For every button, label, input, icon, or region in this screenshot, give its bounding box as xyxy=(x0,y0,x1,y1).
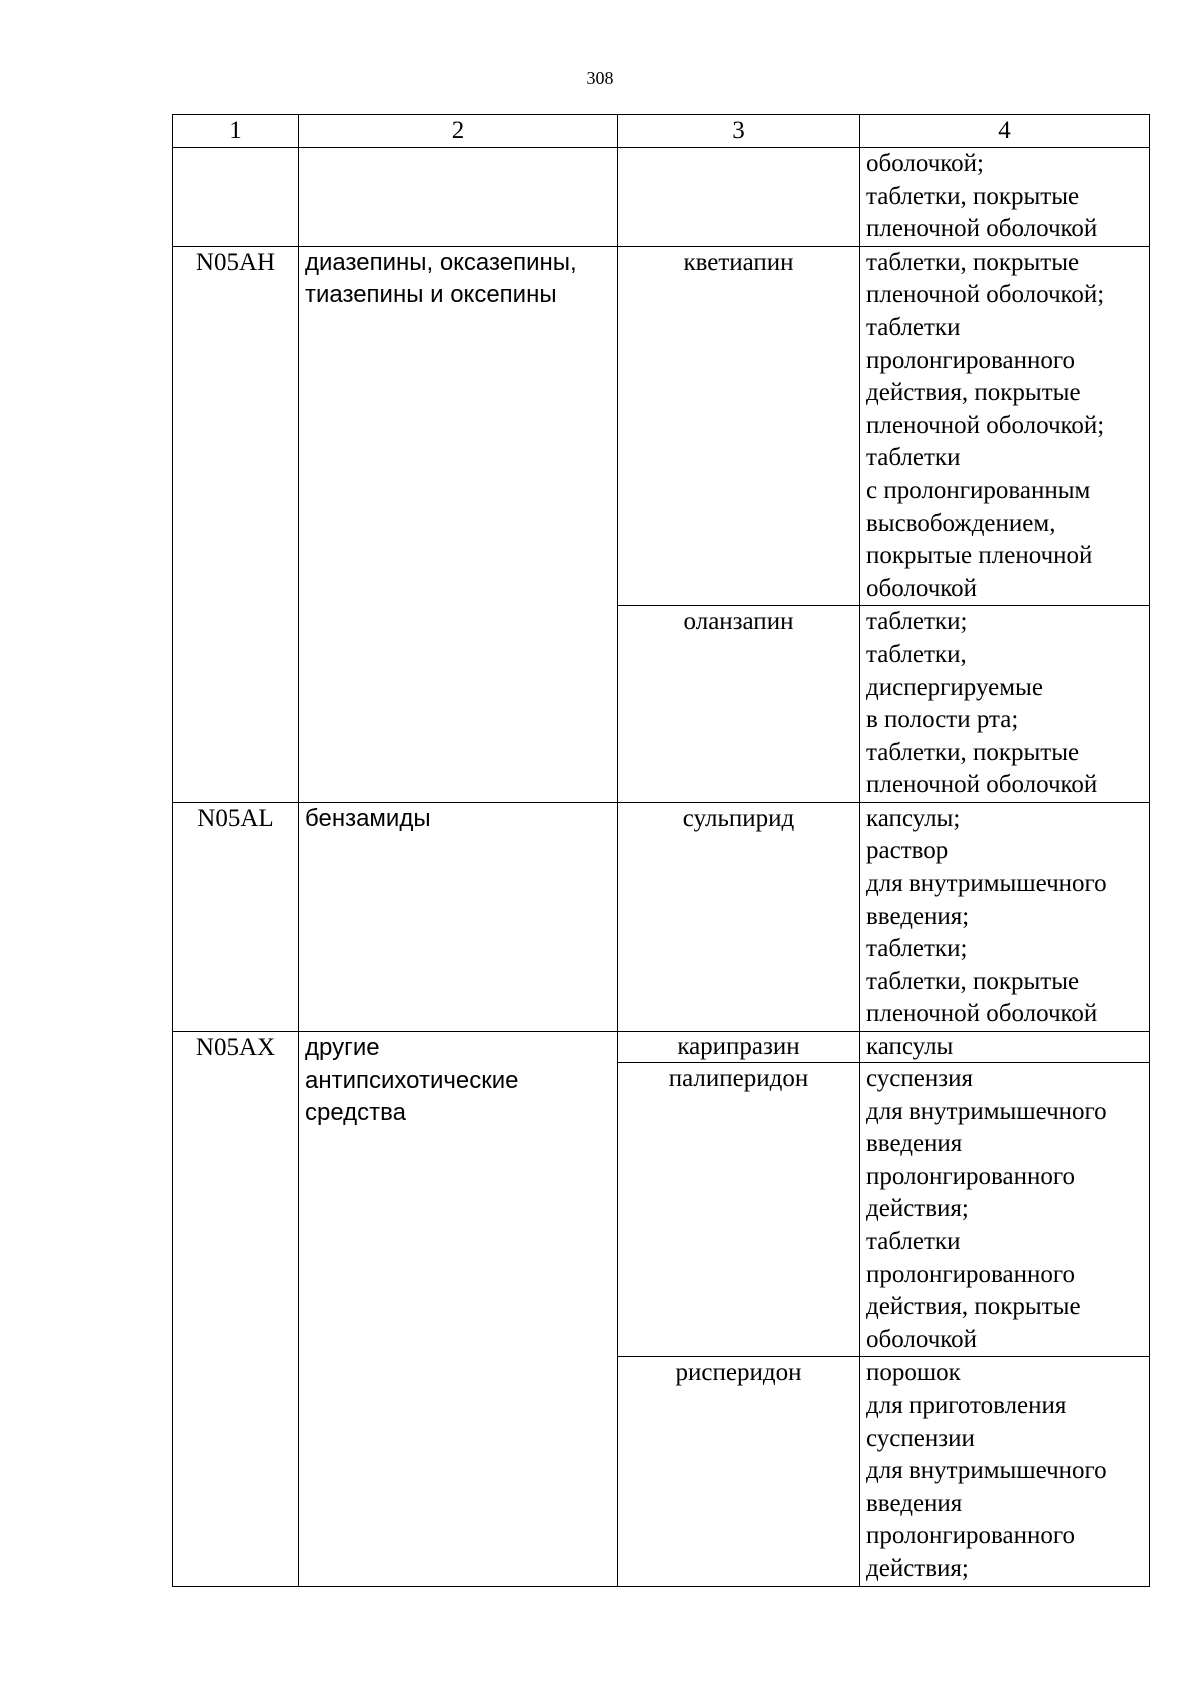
dosage-form-line: для внутримышечного xyxy=(866,870,1107,898)
group-name-line: тиазепины и оксепины xyxy=(305,281,557,309)
group-name-cell xyxy=(299,802,618,1031)
dosage-form-line: таблетки xyxy=(866,1228,961,1255)
table-row xyxy=(173,1032,1150,1063)
dosage-form-line: действия; xyxy=(866,1195,969,1223)
dosage-form-line: пролонгированного xyxy=(866,1522,1075,1550)
dosage-form-cell xyxy=(860,606,1150,803)
dosage-form-line: таблетки, покрытые xyxy=(866,248,1080,276)
page-number: 308 xyxy=(586,68,614,88)
dosage-form-line: действия; xyxy=(866,1554,969,1582)
drug-name-cell: карипразин xyxy=(618,1032,860,1063)
dosage-form-line: действия, покрытые xyxy=(866,379,1081,407)
drug-name-cell: кветиапин xyxy=(618,246,860,606)
dosage-form-line: пленочной оболочкой; xyxy=(866,411,1105,439)
dosage-form-line: оболочкой; xyxy=(866,150,984,177)
dosage-form-line: для приготовления xyxy=(866,1391,1067,1419)
dosage-form-cell xyxy=(860,148,1150,247)
dosage-form-line: суспензии xyxy=(866,1424,975,1452)
column-header: 3 xyxy=(618,115,860,148)
column-header: 2 xyxy=(299,115,618,148)
dosage-form-line: пролонгированного xyxy=(866,1162,1075,1190)
drug-name-cell xyxy=(618,148,860,247)
dosage-form-line: действия, покрытые xyxy=(866,1293,1081,1321)
dosage-form-cell xyxy=(860,1032,1150,1063)
dosage-form-cell xyxy=(860,1063,1150,1357)
dosage-form-cell xyxy=(860,1357,1150,1586)
dosage-form-line: оболочкой xyxy=(866,1325,978,1353)
dosage-form-line: введения; xyxy=(866,902,970,930)
table-row xyxy=(173,148,1150,247)
dosage-form-line: капсулы; xyxy=(866,804,961,832)
atc-code-cell: N05AX xyxy=(173,1032,299,1587)
dosage-form-line: капсулы xyxy=(866,1033,954,1061)
dosage-form-line: пленочной оболочкой xyxy=(866,771,1098,799)
table-row xyxy=(173,802,1150,1031)
group-name-line: другие xyxy=(305,1034,380,1062)
dosage-form-line: пленочной оболочкой xyxy=(866,1000,1098,1028)
group-name-line: средства xyxy=(305,1099,406,1127)
dosage-form-cell xyxy=(860,246,1150,606)
column-header: 4 xyxy=(860,115,1150,148)
dosage-form-cell xyxy=(860,802,1150,1031)
atc-code-cell: N05AL xyxy=(173,802,299,1031)
dosage-form-line: введения xyxy=(866,1130,963,1158)
dosage-form-line: таблетки, xyxy=(866,640,967,668)
group-name-line: бензамиды xyxy=(305,804,431,832)
dosage-form-line: таблетки, покрытые xyxy=(866,967,1080,995)
dosage-form-line: диспергируемые xyxy=(866,673,1043,701)
group-name-cell xyxy=(299,148,618,247)
dosage-form-line: пленочной оболочкой xyxy=(866,215,1098,243)
dosage-form-line: раствор xyxy=(866,837,949,865)
dosage-form-line: пролонгированного xyxy=(866,346,1075,374)
dosage-form-line: в полости рта; xyxy=(866,706,1019,734)
table-row xyxy=(173,246,1150,606)
dosage-form-line: суспензия xyxy=(866,1065,973,1093)
dosage-form-line: с пролонгированным xyxy=(866,476,1091,504)
dosage-form-line: таблетки; xyxy=(866,935,968,963)
dosage-form-line: таблетки; xyxy=(866,608,968,636)
group-name-line: антипсихотические xyxy=(305,1066,519,1094)
drug-name-cell: палиперидон xyxy=(618,1063,860,1357)
drug-name-cell: оланзапин xyxy=(618,606,860,803)
dosage-form-line: для внутримышечного xyxy=(866,1457,1107,1485)
dosage-form-line: оболочкой xyxy=(866,574,978,602)
dosage-form-line: покрытые пленочной xyxy=(866,542,1093,570)
dosage-form-line: пролонгированного xyxy=(866,1260,1075,1288)
dosage-form-line: таблетки xyxy=(866,313,961,341)
dosage-form-line: порошок xyxy=(866,1359,961,1387)
atc-code-cell xyxy=(173,148,299,247)
dosage-form-line: таблетки, покрытые xyxy=(866,182,1080,210)
dosage-form-line: таблетки xyxy=(866,444,961,472)
group-name-line: диазепины, оксазепины, xyxy=(305,248,577,276)
dosage-form-line: пленочной оболочкой; xyxy=(866,281,1105,309)
dosage-form-line: таблетки, покрытые xyxy=(866,738,1080,766)
dosage-form-line: введения xyxy=(866,1489,963,1517)
drug-name-cell: сульпирид xyxy=(618,802,860,1031)
drug-table xyxy=(172,114,1150,1587)
header-row xyxy=(173,115,1150,148)
dosage-form-line: высвобождением, xyxy=(866,509,1056,537)
group-name-cell xyxy=(299,1032,618,1587)
atc-code-cell: N05AH xyxy=(173,246,299,802)
group-name-cell xyxy=(299,246,618,802)
drug-name-cell: рисперидон xyxy=(618,1357,860,1586)
column-header: 1 xyxy=(173,115,299,148)
dosage-form-line: для внутримышечного xyxy=(866,1097,1107,1125)
